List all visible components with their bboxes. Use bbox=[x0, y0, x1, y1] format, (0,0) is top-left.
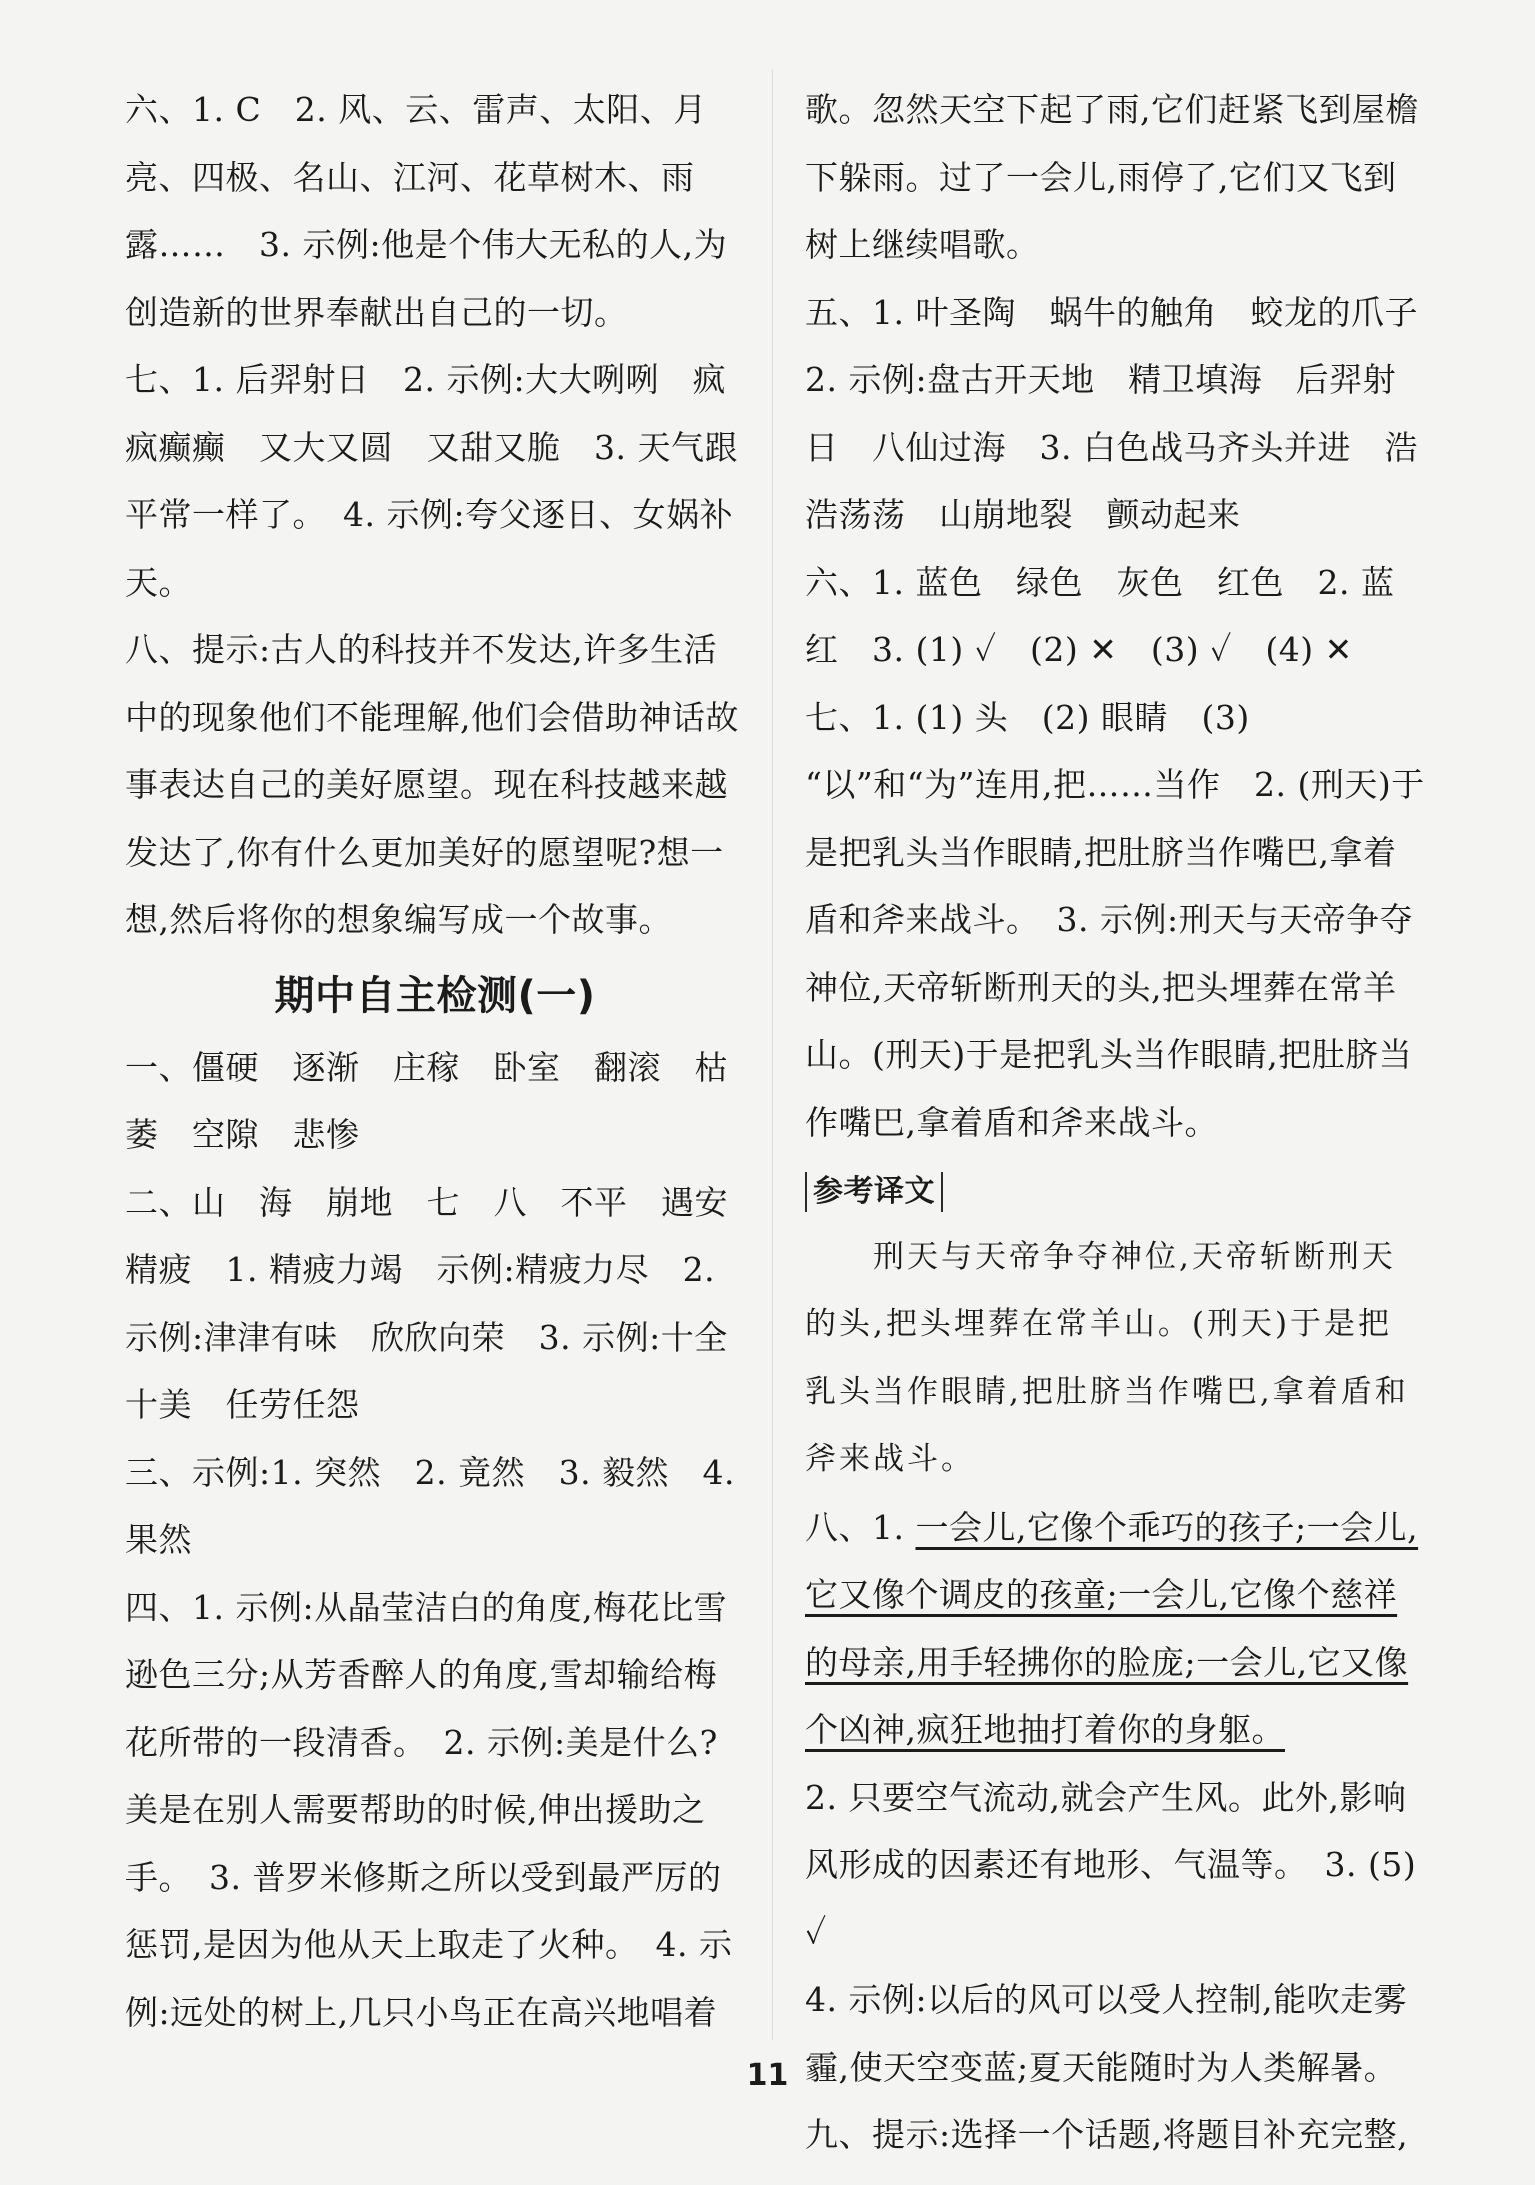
answer-block-7b: 七、1. (1) 头 (2) 眼睛 (3) “以”和“为”连用,把……当作 2. (刑天)于是把乳头当作眼睛,把肚脐当作嘴巴,拿着盾和斧来战斗。 3. 示例:刑天与天帝争夺神位,天帝斩断刑天的头,把头埋葬在常羊山。(刑天)于是把乳头当作眼睛,把肚脐当作嘴巴,拿着盾和斧来战斗。 bbox=[805, 697, 1425, 1142]
answer-block-3: 三、示例:1. 突然 2. 竟然 3. 毅然 4. 果然 bbox=[125, 1452, 736, 1559]
right-column bbox=[805, 76, 1452, 2169]
answer-block-4: 四、1. 示例:从晶莹洁白的角度,梅花比雪逊色三分;从芳香醉人的角度,雪却输给梅花所带的一段清香。 2. 示例:美是什么?美是在别人需要帮助的时候,伸出援助之手。 3. 普罗米修斯之所以受到最严厉的惩罚,是因为他从天上取走了火种。 4. 示例:远处的树上,几只小鸟正在高兴地唱着 bbox=[125, 1587, 733, 2032]
answer-block-9: 九、提示:选择一个话题,将题目补充完整, bbox=[805, 2115, 1409, 2154]
answer-block-8: 八、提示:古人的科技并不发达,许多生活中的现象他们不能理解,他们会借助神话故事表达自己的美好愿望。现在科技越来越发达了,你有什么更加美好的愿望呢?想一想,然后将你的想象编写成一个故事。 bbox=[125, 630, 739, 939]
answer-block-5: 五、1. 叶圣陶 蜗牛的触角 蛟龙的爪子 2. 示例:盘古开天地 精卫填海 后羿射日 八仙过海 3. 白色战马齐头并进 浩浩荡荡 山崩地裂 颤动起来 bbox=[805, 292, 1452, 534]
answer-block-8b-4: 4. 示例:以后的风可以受人控制,能吹走雾霾,使天空变蓝;夏天能随时为人类解暑。 bbox=[805, 1980, 1408, 2087]
answer-block-8b bbox=[805, 1494, 1425, 1764]
page-number: 11 bbox=[746, 2058, 789, 2093]
column-divider bbox=[772, 70, 773, 2040]
answer-block-1: 一、僵硬 逐渐 庄稼 卧室 翻滚 枯萎 空隙 悲惨 bbox=[125, 1047, 728, 1154]
underlined-answer: 一会儿,它像个乖巧的孩子;一会儿,它又像个调皮的孩童;一会儿,它像个慈祥的母亲,用手轻拂你的脸庞;一会儿,它又像个凶神,疯狂地抽打着你的身躯。 bbox=[805, 1507, 1419, 1749]
answer-block-8b-2: 2. 只要空气流动,就会产生风。此外,影响风形成的因素还有地形、气温等。 3. (5) ✓ bbox=[805, 1777, 1417, 1952]
answer-block-continued: 歌。忽然天空下起了雨,它们赶紧飞到屋檐下躲雨。过了一会儿,雨停了,它们又飞到树上继续唱歌。 bbox=[805, 90, 1419, 264]
left-column bbox=[125, 76, 762, 2046]
answer-block-7: 七、1. 后羿射日 2. 示例:大大咧咧 疯疯癫癫 又大又圆 又甜又脆 3. 天气跟平常一样了。 4. 示例:夸父逐日、女娲补天。 bbox=[125, 360, 738, 602]
reference-translation-label: 参考译文 bbox=[805, 1172, 943, 1212]
answer-block-2: 二、山 海 崩地 七 八 不平 遇安 精疲 1. 精疲力竭 示例:精疲力尽 2. 示例:津津有味 欣欣向荣 3. 示例:十全十美 任劳任怨 bbox=[125, 1182, 762, 1424]
answer-block-6b: 六、1. 蓝色 绿色 灰色 红色 2. 蓝红 3. (1) ✓ (2) ✕ (3) ✓ (4) ✕ bbox=[805, 562, 1395, 669]
section-heading: 期中自主检测(一) bbox=[274, 972, 596, 1019]
answer-prefix: 八、1. bbox=[805, 1507, 916, 1547]
answer-block-6: 六、1. C 2. 风、云、雷声、太阳、月亮、四极、名山、江河、花草树木、雨露…… 3. 示例:他是个伟大无私的人,为创造新的世界奉献出自己的一切。 bbox=[125, 90, 728, 332]
reference-translation: 刑天与天帝争夺神位,天帝斩断刑天的头,把头埋葬在常羊山。(刑天)于是把乳头当作眼睛,把肚脐当作嘴巴,拿着盾和斧来战斗。 bbox=[805, 1238, 1409, 1477]
